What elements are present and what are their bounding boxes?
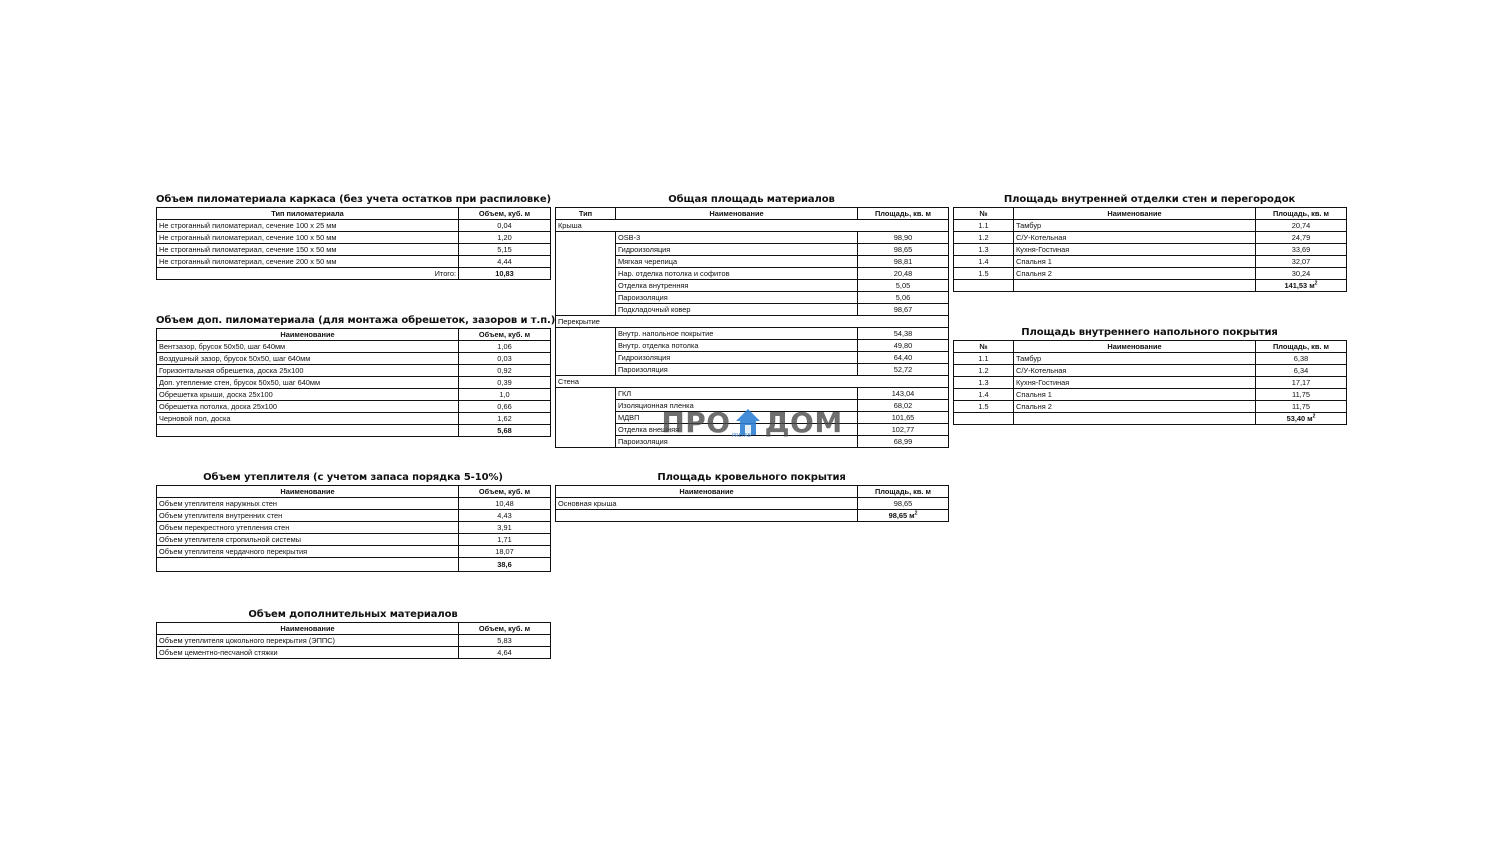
column-header: Наименование bbox=[1014, 208, 1256, 220]
table-header-row bbox=[157, 486, 551, 498]
table-row bbox=[556, 388, 949, 400]
row-label: Отделка внешняя bbox=[616, 424, 858, 436]
row-value: 64,40 bbox=[858, 352, 949, 364]
floor-covering-table bbox=[953, 340, 1347, 425]
row-label: Основная крыша bbox=[556, 498, 858, 510]
table-row bbox=[954, 353, 1347, 365]
table-title: Площадь внутреннего напольного покрытия bbox=[1021, 327, 1278, 338]
table-row bbox=[556, 280, 949, 292]
column-header: Площадь, кв. м bbox=[1256, 341, 1347, 353]
table-row bbox=[556, 352, 949, 364]
table-wall-finish bbox=[953, 193, 1346, 292]
total-row bbox=[157, 425, 551, 437]
row-label: Кухня-Гостиная bbox=[1014, 377, 1256, 389]
row-label: Нар. отделка потолка и софитов bbox=[616, 268, 858, 280]
row-label: Объем утеплителя цокольного перекрытия (ЭППС) bbox=[157, 635, 459, 647]
column-header: Площадь, кв. м bbox=[1256, 208, 1347, 220]
table-row bbox=[157, 353, 551, 365]
frame-lumber-table bbox=[156, 207, 551, 280]
row-value: 68,02 bbox=[858, 400, 949, 412]
row-label: Подкладочный ковер bbox=[616, 304, 858, 316]
row-value: 4,64 bbox=[459, 647, 551, 659]
row-number: 1.2 bbox=[954, 365, 1014, 377]
table-row bbox=[954, 268, 1347, 280]
group-label: Стена bbox=[556, 376, 949, 388]
table-row bbox=[556, 340, 949, 352]
column-header: Наименование bbox=[157, 329, 459, 341]
group-row bbox=[556, 220, 949, 232]
table-header-row bbox=[954, 341, 1347, 353]
column-header: Объем, куб. м bbox=[459, 486, 551, 498]
row-label: Спальня 1 bbox=[1014, 389, 1256, 401]
row-label: Объем утеплителя внутренних стен bbox=[157, 510, 459, 522]
table-row bbox=[157, 256, 551, 268]
column-header: № bbox=[954, 341, 1014, 353]
table-row bbox=[954, 401, 1347, 413]
row-label: Объем перекрестного утепления стен bbox=[157, 522, 459, 534]
total-value: 5,68 bbox=[459, 425, 551, 437]
row-value: 1,62 bbox=[459, 413, 551, 425]
row-label: Доп. утепление стен, брусок 50х50, шаг 640мм bbox=[157, 377, 459, 389]
row-label: Пароизоляция bbox=[616, 364, 858, 376]
row-label: Воздушный зазор, брусок 50х50, шаг 640мм bbox=[157, 353, 459, 365]
row-label: Гидроизоляция bbox=[616, 352, 858, 364]
total-value: 38,6 bbox=[459, 558, 551, 572]
row-value: 98,65 bbox=[858, 498, 949, 510]
table-row bbox=[556, 364, 949, 376]
table-extra-lumber bbox=[156, 314, 556, 437]
table-row bbox=[157, 232, 551, 244]
row-label: Спальня 1 bbox=[1014, 256, 1256, 268]
table-roofing bbox=[555, 471, 948, 522]
table-row bbox=[556, 256, 949, 268]
table-row bbox=[954, 389, 1347, 401]
row-label: Спальня 2 bbox=[1014, 268, 1256, 280]
extra-lumber-table bbox=[156, 328, 551, 437]
row-number: 1.5 bbox=[954, 268, 1014, 280]
group-row bbox=[556, 376, 949, 388]
table-row bbox=[157, 546, 551, 558]
row-value: 0,92 bbox=[459, 365, 551, 377]
table-row bbox=[157, 401, 551, 413]
table-row bbox=[157, 220, 551, 232]
row-label: Объем утеплителя стропильной системы bbox=[157, 534, 459, 546]
row-value: 3,91 bbox=[459, 522, 551, 534]
row-value: 5,83 bbox=[459, 635, 551, 647]
table-row bbox=[157, 510, 551, 522]
table-row bbox=[157, 635, 551, 647]
table-row bbox=[157, 377, 551, 389]
column-header: Наименование bbox=[1014, 341, 1256, 353]
column-header: Площадь, кв. м bbox=[858, 486, 949, 498]
total-value: 98,65 $м^2$ bbox=[858, 510, 949, 522]
row-value: 98,65 bbox=[858, 244, 949, 256]
total-row bbox=[954, 280, 1347, 292]
table-row bbox=[157, 647, 551, 659]
row-value: 101,65 bbox=[858, 412, 949, 424]
row-value: 1,0 bbox=[459, 389, 551, 401]
total-label bbox=[556, 510, 858, 522]
row-label: Изоляционная пленка bbox=[616, 400, 858, 412]
total-row bbox=[954, 413, 1347, 425]
total-label: Итого: bbox=[157, 268, 459, 280]
table-insulation bbox=[156, 471, 550, 572]
row-number: 1.3 bbox=[954, 377, 1014, 389]
column-header: Тип пиломатериала bbox=[157, 208, 459, 220]
row-number: 1.4 bbox=[954, 256, 1014, 268]
table-row bbox=[954, 232, 1347, 244]
row-label: Внутр. отделка потолка bbox=[616, 340, 858, 352]
row-value: 5,15 bbox=[459, 244, 551, 256]
table-row bbox=[954, 377, 1347, 389]
row-value: 6,38 bbox=[1256, 353, 1347, 365]
row-value: 6,34 bbox=[1256, 365, 1347, 377]
table-row bbox=[556, 232, 949, 244]
row-value: 0,04 bbox=[459, 220, 551, 232]
table-title: Площадь внутренней отделки стен и перегородок bbox=[1003, 194, 1296, 205]
row-value: 143,04 bbox=[858, 388, 949, 400]
row-value: 11,75 bbox=[1256, 401, 1347, 413]
row-value: 30,24 bbox=[1256, 268, 1347, 280]
group-label: Перекрытие bbox=[556, 316, 949, 328]
total-value: 10,83 bbox=[459, 268, 551, 280]
table-header-row bbox=[556, 208, 949, 220]
table-row bbox=[954, 220, 1347, 232]
row-value: 1,71 bbox=[459, 534, 551, 546]
column-header: № bbox=[954, 208, 1014, 220]
table-title: Площадь кровельного покрытия bbox=[657, 472, 846, 483]
row-label: Внутр. напольное покрытие bbox=[616, 328, 858, 340]
table-title: Объем дополнительных материалов bbox=[248, 609, 458, 620]
table-row bbox=[556, 268, 949, 280]
watermark-subtext: PREFAB bbox=[732, 433, 751, 439]
total-row bbox=[157, 558, 551, 572]
table-row bbox=[157, 341, 551, 353]
total-label bbox=[157, 558, 459, 572]
table-title: Объем утеплителя (с учетом запаса порядка 5-10%) bbox=[203, 472, 503, 483]
row-number: 1.3 bbox=[954, 244, 1014, 256]
table-row bbox=[157, 389, 551, 401]
row-label: Обрешетка крыши, доска 25х100 bbox=[157, 389, 459, 401]
row-label: С/У-Котельная bbox=[1014, 232, 1256, 244]
row-label: С/У-Котельная bbox=[1014, 365, 1256, 377]
row-label: Пароизоляция bbox=[616, 436, 858, 448]
group-row bbox=[556, 316, 949, 328]
column-header: Наименование bbox=[157, 623, 459, 635]
row-value: 0,39 bbox=[459, 377, 551, 389]
row-label: Отделка внутренняя bbox=[616, 280, 858, 292]
table-row bbox=[556, 244, 949, 256]
table-header-row bbox=[157, 329, 551, 341]
total-label bbox=[157, 425, 459, 437]
total-value: 53,40 $м^2$ bbox=[1256, 413, 1347, 425]
row-value: 0,66 bbox=[459, 401, 551, 413]
table-title: Объем доп. пиломатериала (для монтажа обрешеток, зазоров и т.п.) bbox=[156, 315, 556, 326]
row-value: 11,75 bbox=[1256, 389, 1347, 401]
table-row bbox=[157, 244, 551, 256]
row-value: 4,43 bbox=[459, 510, 551, 522]
table-title: Общая площадь материалов bbox=[668, 194, 835, 205]
row-number: 1.5 bbox=[954, 401, 1014, 413]
row-number: 1.1 bbox=[954, 353, 1014, 365]
table-floor-covering bbox=[953, 326, 1346, 425]
row-label: Объем утеплителя наружных стен bbox=[157, 498, 459, 510]
row-label: Кухня-Гостиная bbox=[1014, 244, 1256, 256]
row-value: 24,79 bbox=[1256, 232, 1347, 244]
watermark-logo bbox=[652, 402, 852, 442]
group-label: Крыша bbox=[556, 220, 949, 232]
total-value: 141,53 $м^2$ bbox=[1256, 280, 1347, 292]
row-value: 98,81 bbox=[858, 256, 949, 268]
row-label: Тамбур bbox=[1014, 353, 1256, 365]
insulation-table bbox=[156, 485, 551, 572]
row-number: 1.2 bbox=[954, 232, 1014, 244]
column-header: Наименование bbox=[556, 486, 858, 498]
row-value: 10,48 bbox=[459, 498, 551, 510]
total-row bbox=[556, 510, 949, 522]
row-label: OSB-3 bbox=[616, 232, 858, 244]
column-header: Наименование bbox=[616, 208, 858, 220]
table-row bbox=[157, 365, 551, 377]
row-value: 33,69 bbox=[1256, 244, 1347, 256]
watermark-text-left: ПРО bbox=[661, 405, 731, 439]
table-additional bbox=[156, 608, 550, 659]
table-row bbox=[556, 292, 949, 304]
table-row bbox=[157, 534, 551, 546]
table-row bbox=[556, 304, 949, 316]
row-label: Не строганный пиломатериал, сечение 100 х 50 мм bbox=[157, 232, 459, 244]
row-value: 18,07 bbox=[459, 546, 551, 558]
row-value: 20,48 bbox=[858, 268, 949, 280]
row-value: 1,20 bbox=[459, 232, 551, 244]
row-value: 98,90 bbox=[858, 232, 949, 244]
row-value: 5,06 bbox=[858, 292, 949, 304]
table-row bbox=[954, 244, 1347, 256]
row-label: Спальня 2 bbox=[1014, 401, 1256, 413]
row-label: Пароизоляция bbox=[616, 292, 858, 304]
row-value: 4,44 bbox=[459, 256, 551, 268]
table-row bbox=[954, 365, 1347, 377]
table-header-row bbox=[556, 486, 949, 498]
column-header: Площадь, кв. м bbox=[858, 208, 949, 220]
row-label: Вентзазор, брусок 50х50, шаг 640мм bbox=[157, 341, 459, 353]
column-header: Объем, куб. м bbox=[459, 329, 551, 341]
row-label: Горизонтальная обрешетка, доска 25х100 bbox=[157, 365, 459, 377]
row-label: Гидроизоляция bbox=[616, 244, 858, 256]
wall-finish-table bbox=[953, 207, 1347, 292]
row-value: 49,80 bbox=[858, 340, 949, 352]
row-value: 20,74 bbox=[1256, 220, 1347, 232]
table-row bbox=[556, 498, 949, 510]
column-header: Тип bbox=[556, 208, 616, 220]
table-header-row bbox=[954, 208, 1347, 220]
table-header-row bbox=[157, 208, 551, 220]
row-number: 1.1 bbox=[954, 220, 1014, 232]
row-label: Не строганный пиломатериал, сечение 200 х 50 мм bbox=[157, 256, 459, 268]
row-value: 98,67 bbox=[858, 304, 949, 316]
table-row bbox=[157, 413, 551, 425]
row-label: Тамбур bbox=[1014, 220, 1256, 232]
total-row bbox=[157, 268, 551, 280]
additional-materials-table bbox=[156, 622, 551, 659]
table-row bbox=[157, 522, 551, 534]
row-value: 1,06 bbox=[459, 341, 551, 353]
table-row bbox=[556, 328, 949, 340]
roofing-table bbox=[555, 485, 949, 522]
row-label: Не строганный пиломатериал, сечение 100 х 25 мм bbox=[157, 220, 459, 232]
column-header: Наименование bbox=[157, 486, 459, 498]
column-header: Объем, куб. м bbox=[459, 208, 551, 220]
row-value: 54,38 bbox=[858, 328, 949, 340]
table-title: Объем пиломатериала каркаса (без учета остатков при распиловке) bbox=[156, 194, 551, 205]
row-label: Объем цементно-песчаной стяжки bbox=[157, 647, 459, 659]
row-label: МДВП bbox=[616, 412, 858, 424]
row-number: 1.4 bbox=[954, 389, 1014, 401]
row-value: 32,07 bbox=[1256, 256, 1347, 268]
row-label: Объем утеплителя чердачного перекрытия bbox=[157, 546, 459, 558]
table-row bbox=[954, 256, 1347, 268]
table-header-row bbox=[157, 623, 551, 635]
row-value: 17,17 bbox=[1256, 377, 1347, 389]
row-label: Не строганный пиломатериал, сечение 150 х 50 мм bbox=[157, 244, 459, 256]
table-frame-lumber bbox=[156, 193, 550, 280]
row-value: 5,05 bbox=[858, 280, 949, 292]
row-label: Черновой пол, доска bbox=[157, 413, 459, 425]
column-header: Объем, куб. м bbox=[459, 623, 551, 635]
watermark-text-right: ДОМ bbox=[764, 405, 843, 439]
row-value: 68,99 bbox=[858, 436, 949, 448]
row-label: Обрешетка потолка, доска 25х100 bbox=[157, 401, 459, 413]
row-value: 52,72 bbox=[858, 364, 949, 376]
row-value: 0,03 bbox=[459, 353, 551, 365]
row-label: Мягкая черепица bbox=[616, 256, 858, 268]
row-label: ГКЛ bbox=[616, 388, 858, 400]
table-row bbox=[157, 498, 551, 510]
row-value: 102,77 bbox=[858, 424, 949, 436]
